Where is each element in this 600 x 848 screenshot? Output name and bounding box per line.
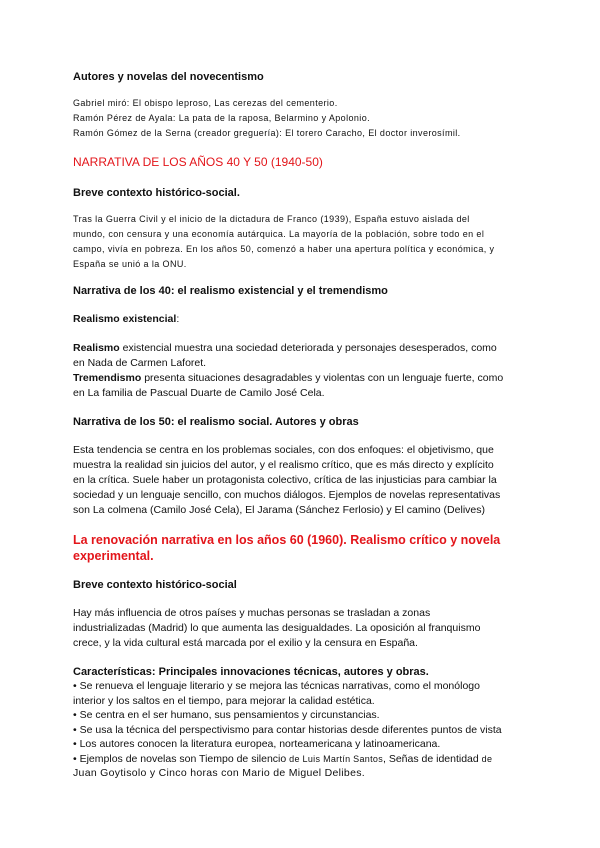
paragraph-line: Esta tendencia se centra en los problemas sociales, con dos enfoques: el objetivismo, que — [73, 444, 494, 456]
list-item: • Se usa la técnica del perspectivismo para contar historias desde diferentes puntos de vista — [73, 723, 502, 736]
context-heading-60: Breve contexto histórico-social — [73, 579, 237, 591]
section-60-heading-line2: experimental. — [73, 549, 154, 563]
examples-text: de — [481, 753, 493, 764]
realismo-line2: en Nada de Carmen Laforet. — [73, 357, 207, 369]
paragraph-line: industrializadas (Madrid) lo que aumenta las desigualdades. La oposición al franquismo — [73, 622, 481, 634]
realismo-line — [73, 341, 543, 356]
list-item: • Se renueva el lenguaje literario y se mejora las técnicas narrativas, como el monólogo — [73, 680, 480, 692]
list-item: • Se centra en el ser humano, sus pensamientos y circunstancias. — [73, 709, 380, 721]
context-line: Tras la Guerra Civil y el inicio de la dictadura de Franco (1939), España estuvo aislada del — [73, 214, 470, 224]
author-line: Ramón Gómez de la Serna (creador greguería): El torero Caracho, El doctor inverosímil. — [73, 128, 461, 138]
tremendismo-line2: en La familia de Pascual Duarte de Camilo José Cela. — [73, 387, 325, 399]
context-line: España se unió a la ONU. — [73, 259, 187, 269]
narrativa-50-heading: Narrativa de los 50: el realismo social. Autores y obras — [73, 416, 359, 428]
list-item: • Los autores conocen la literatura europea, norteamericana y latinoamericana. — [73, 738, 441, 750]
paragraph-line: muestra la realidad sin juicios del autor, y el realismo crítico, que es más directo y explícito — [73, 459, 494, 471]
features-heading: Características: Principales innovaciones técnicas, autores y obras. — [73, 666, 429, 678]
examples-text: • Ejemplos de novelas son Tiempo de silencio — [73, 752, 290, 765]
examples-text: , Señas de identidad — [383, 752, 482, 765]
section-40-50-heading: NARRATIVA DE LOS AÑOS 40 Y 50 (1940-50) — [73, 155, 323, 169]
tremendismo-text: presenta situaciones desagradables y violentas con un lenguaje fuerte, como — [141, 372, 504, 384]
colon: : — [176, 313, 180, 325]
realismo-text: existencial muestra una sociedad deteriorada y personajes desesperados, como — [119, 342, 497, 354]
context-line: campo, vivía en pobreza. En los años 50, comenzó a haber una apertura política y económica, y — [73, 244, 495, 254]
list-item — [73, 752, 543, 767]
realismo-existencial-heading — [73, 312, 543, 327]
section-60-heading-line1: La renovación narrativa en los años 60 (1960). Realismo crítico y novela — [73, 533, 501, 547]
author-line: Ramón Pérez de Ayala: La pata de la raposa, Belarmino y Apolonio. — [73, 113, 371, 123]
context-heading-40: Breve contexto histórico-social. — [73, 187, 240, 199]
features-list — [73, 679, 543, 781]
examples-author: de Luis Martín Santos — [289, 753, 383, 764]
list-item: interior y los saltos en el tiempo, para mejorar la calidad estética. — [73, 694, 375, 707]
novecentismo-title: Autores y novelas del novecentismo — [73, 71, 264, 83]
realismo-existencial-label: Realismo existencial — [73, 313, 177, 325]
document-page — [73, 70, 543, 781]
list-item: Juan Goytisolo y Cinco horas con Mario de Miguel Delibes. — [73, 767, 365, 779]
paragraph-line: crece, y la vida cultural está marcada por el exilio y la censura en España. — [73, 637, 418, 649]
realismo-paragraph — [73, 341, 543, 401]
tremendismo-line — [73, 371, 543, 386]
tremendismo-bold: Tremendismo — [73, 372, 142, 384]
narrativa-40-heading: Narrativa de los 40: el realismo existencial y el tremendismo — [73, 285, 388, 297]
paragraph-line: son La colmena (Camilo José Cela), El Jarama (Sánchez Ferlosio) y El camino (Delives) — [73, 504, 485, 516]
realismo-bold: Realismo — [73, 342, 120, 354]
paragraph-line: sociedad y un lenguaje sencillo, con muchos diálogos. Ejemplos de novelas representativas — [73, 489, 501, 501]
context-line: mundo, con censura y una economía autárquica. La mayoría de la población, sobre todo en el — [73, 229, 485, 239]
context-paragraph-40 — [73, 212, 543, 272]
narrativa-50-paragraph — [73, 443, 543, 518]
paragraph-line: Hay más influencia de otros países y muchas personas se trasladan a zonas — [73, 607, 431, 619]
section-60-heading — [73, 532, 543, 564]
paragraph-line: en la crítica. Suele haber un protagonista colectivo, crítica de las injusticias para cambiar la — [73, 474, 497, 486]
author-line: Gabriel miró: El obispo leproso, Las cerezas del cementerio. — [73, 98, 338, 108]
context-paragraph-60 — [73, 606, 543, 651]
novecentismo-list — [73, 96, 543, 141]
